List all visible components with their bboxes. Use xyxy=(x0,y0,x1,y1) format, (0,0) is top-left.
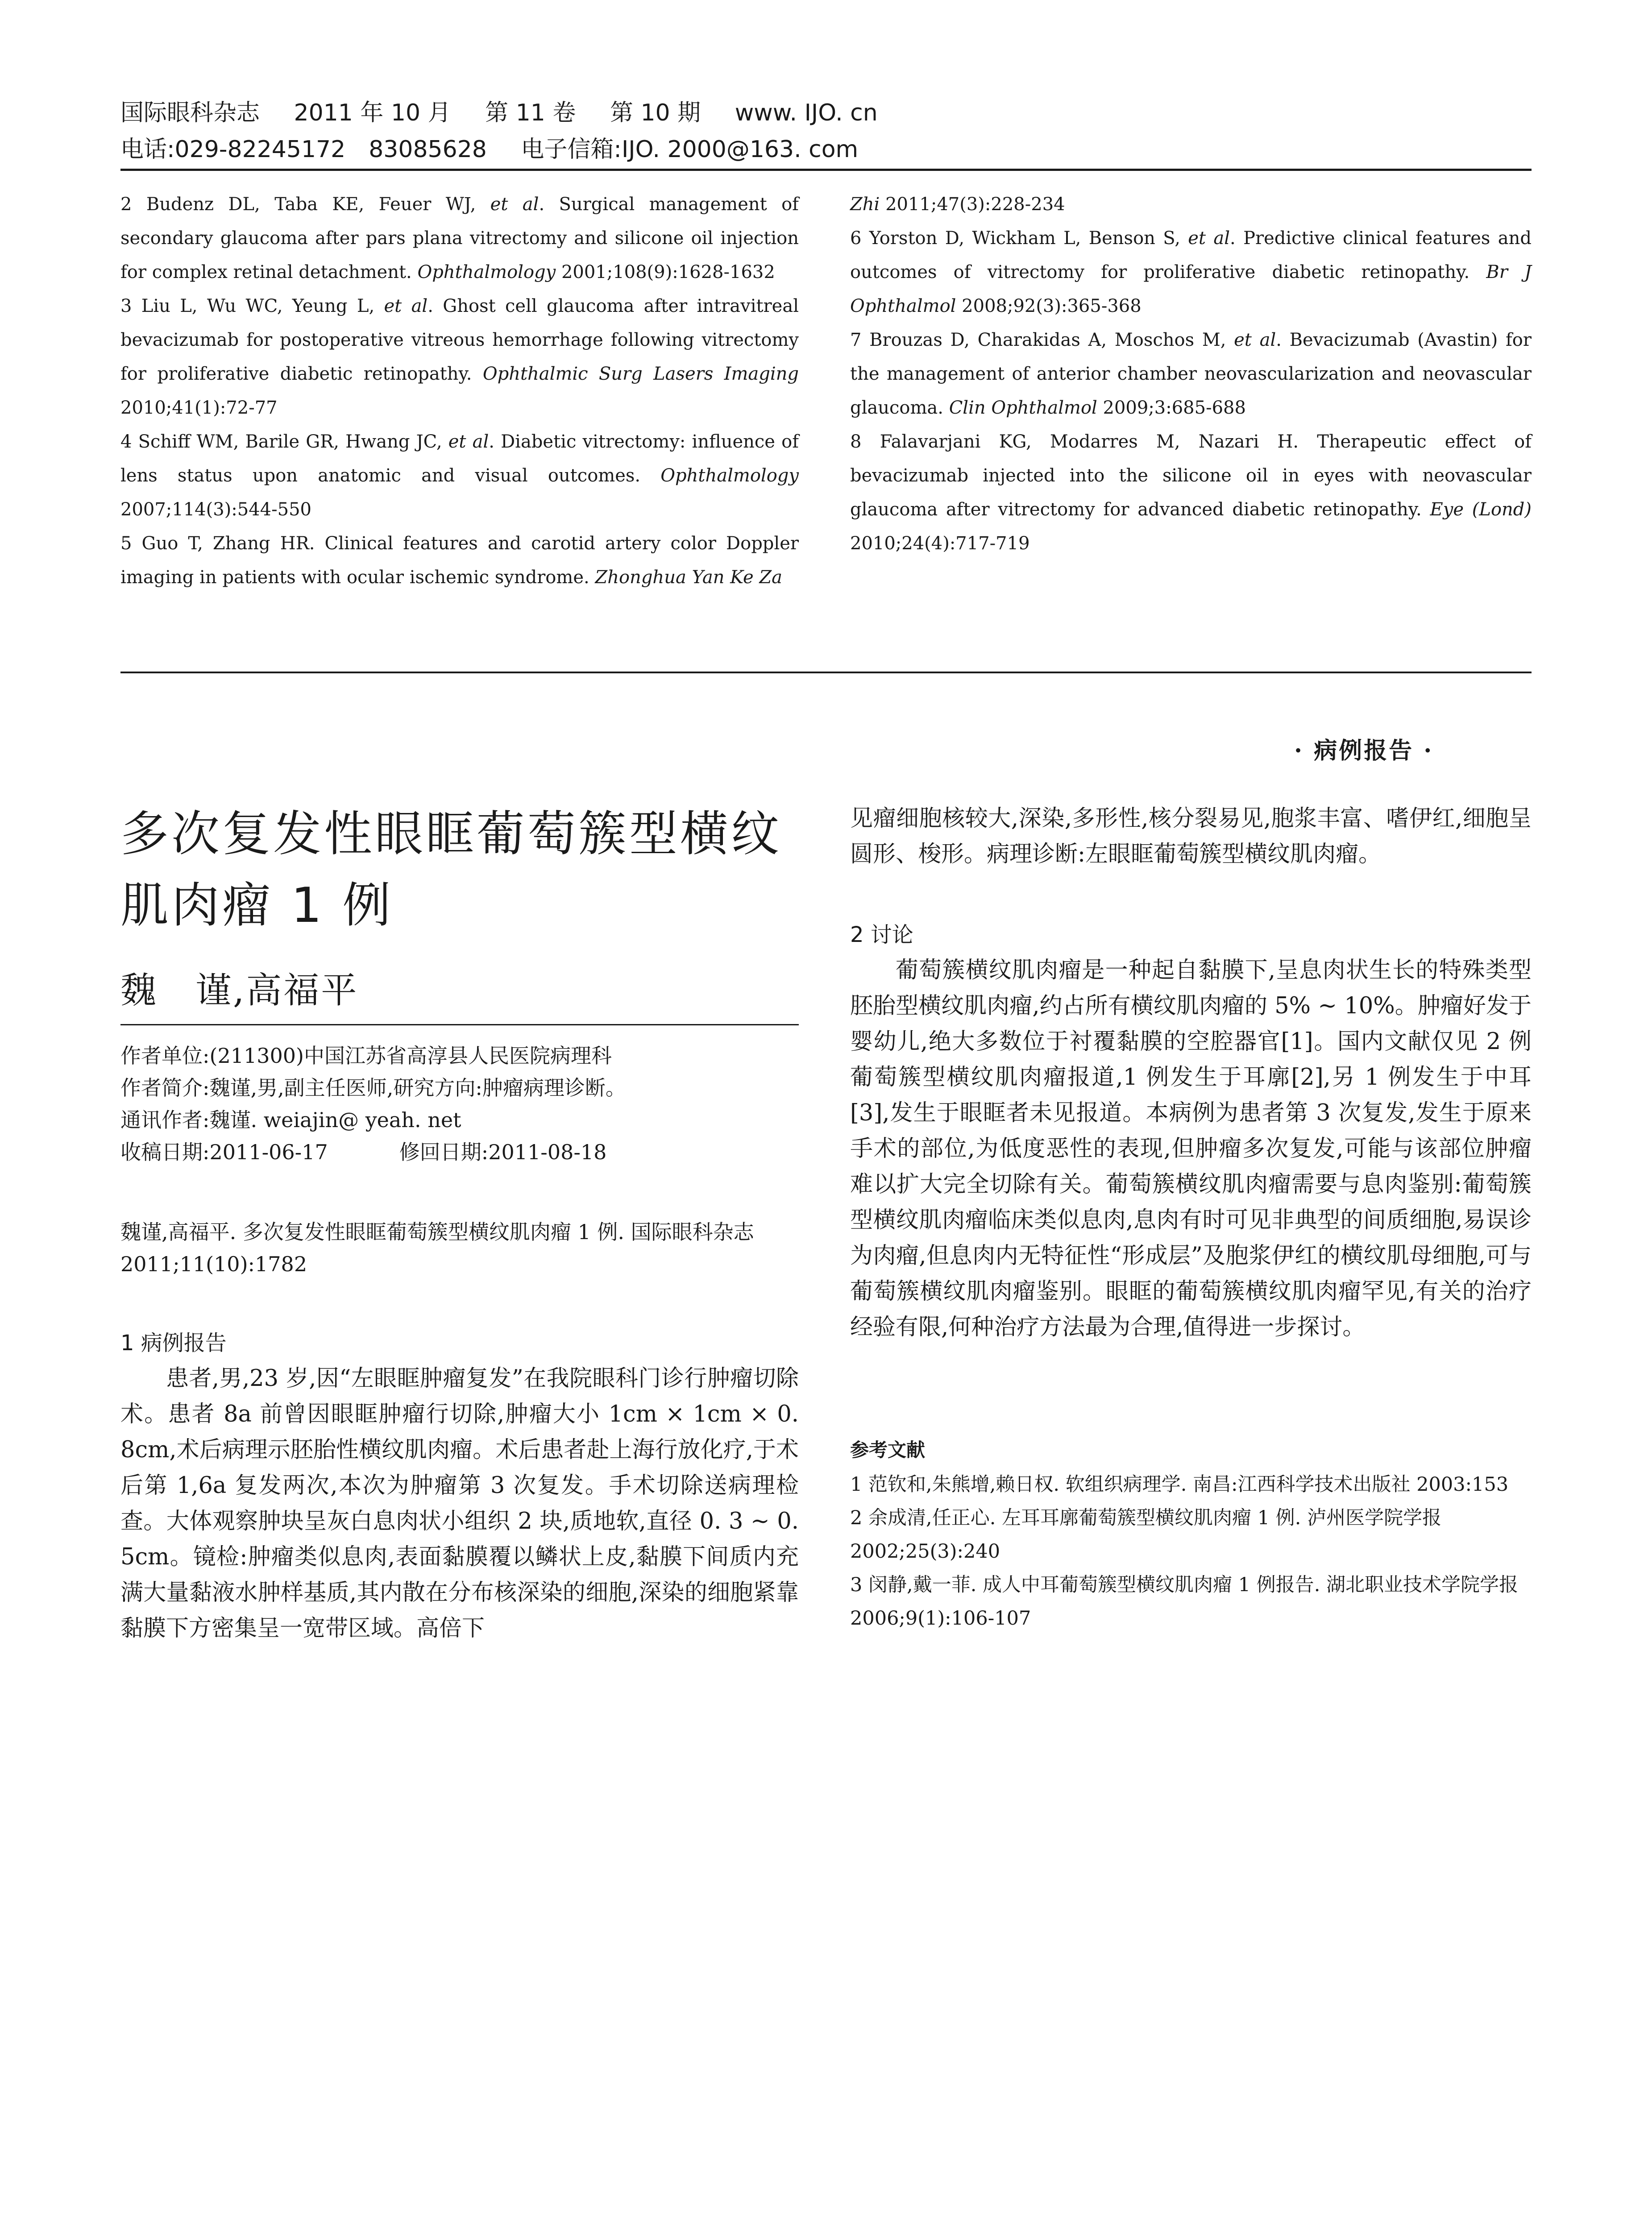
section-divider xyxy=(120,672,1532,673)
title-line-1: 多次复发性眼眶葡萄簇型横纹 xyxy=(120,806,782,862)
affiliation: 作者单位:(211300)中国江苏省高淳县人民医院病理科 xyxy=(120,1044,612,1068)
ref-journal: Zhi xyxy=(850,194,880,215)
ref-pre: 2 Budenz DL, Taba KE, Feuer WJ, xyxy=(120,194,490,215)
reference-item: 1 范钦和,朱熊增,赖日权. 软组织病理学. 南昌:江西科学技术出版社 2003:153 xyxy=(850,1473,1509,1496)
volume: 第 11 卷 xyxy=(485,100,576,126)
ref-journal: Ophthalmology xyxy=(660,465,799,486)
running-header xyxy=(120,97,905,129)
ref-mid: . Predictive clinical features and outcomes of vitrectomy for proliferative diabetic retinopathy. xyxy=(850,228,1532,282)
case-report-continuation xyxy=(850,801,1532,872)
received-date: 收稿日期:2011-06-17 xyxy=(120,1140,328,1164)
prev-reference-item xyxy=(850,323,1532,425)
email: 电子信箱:IJO. 2000@163. com xyxy=(521,136,859,163)
ref-mid: . Diabetic vitrectomy: influence of lens status upon anatomic and visual outcomes. xyxy=(120,431,799,486)
ref-post: 2001;108(9):1628-1632 xyxy=(556,262,775,282)
ref-mid: . Ghost cell glaucoma after intravitreal bevacizumab for postoperative vitreous hemorrhage following vitrectomy for proliferative diabetic retinopathy. xyxy=(120,296,799,384)
case-report-paragraph: 患者,男,23 岁,因“左眼眶肿瘤复发”在我院眼科门诊行肿瘤切除术。患者 8a 前曾因眼眶肿瘤行切除,肿瘤大小 1cm × 1cm × 0. 8cm,术后病理示胚胎性横纹肌肉瘤。术后患者赴上海行放化疗,于术后第 1,6a 复发两次,本次为肿瘤第 3 次复发。手术切除送病理检查。大体观察肿块呈灰白息肉状小组织 2 块,质地软,直径 0. 3 ~ 0. 5cm。镜检:肿瘤类似息肉,表面黏膜覆以鳞状上皮,黏膜下间质内充满大量黏液水肿样基质,其内散在分布核深染的细胞,深染的细胞紧靠黏膜下方密集呈一宽带区域。高倍下 xyxy=(120,1365,799,1642)
ref-post: 2010;41(1):72-77 xyxy=(120,398,278,418)
dates xyxy=(120,1136,626,1168)
ref-journal: Clin Ophthalmol xyxy=(949,398,1097,418)
author-bio: 作者简介:魏谨,男,副主任医师,研究方向:肿瘤病理诊断。 xyxy=(120,1076,626,1100)
ref-journal: Zhonghua Yan Ke Za xyxy=(595,567,782,588)
ref-post: 2010;24(4):717-719 xyxy=(850,533,1030,554)
contact-line xyxy=(120,134,885,165)
discussion-text xyxy=(850,953,1532,1345)
correspondence: 通讯作者:魏谨. weiajin@ yeah. net xyxy=(120,1108,461,1132)
authors: 魏 谨,高福平 xyxy=(120,970,359,1011)
ref-post: 2008;92(3):365-368 xyxy=(956,296,1141,316)
ref-pre: 8 Falavarjani KG, Modarres M, Nazari H. Therapeutic effect of bevacizumab injected into the silicone oil in eyes with neovascular glaucoma after vitrectomy for advanced diabetic retinopathy. xyxy=(850,431,1532,520)
references-list xyxy=(850,1468,1532,1635)
phone: 电话:029-82245172 83085628 xyxy=(120,136,487,163)
revised-date: 修回日期:2011-08-18 xyxy=(399,1140,607,1164)
prev-references-right xyxy=(850,187,1532,560)
ref-mid: . Bevacizumab (Avastin) for the management of anterior chamber neovascularization and neovascular glaucoma. xyxy=(850,330,1532,418)
reference-item: 2 余成清,任正心. 左耳耳廓葡萄簇型横纹肌肉瘤 1 例. 泸州医学院学报 2002;25(3):240 xyxy=(850,1507,1442,1563)
prev-references-left xyxy=(120,187,799,594)
prev-reference-item xyxy=(120,527,799,594)
prev-reference-item xyxy=(120,187,799,289)
ref-journal: Br J Ophthalmol xyxy=(850,262,1532,316)
ref-post: 2009;3:685-688 xyxy=(1097,398,1246,418)
ref-pre: 5 Guo T, Zhang HR. Clinical features and carotid artery color Doppler imaging in patients with ocular ischemic syndrome. xyxy=(120,533,799,588)
article-info xyxy=(120,1040,626,1168)
author-rule xyxy=(120,1024,799,1025)
continuation-paragraph: 见瘤细胞核较大,深染,多形性,核分裂易见,胞浆丰富、嗜伊红,细胞呈圆形、梭形。病理诊断:左眼眶葡萄簇型横纹肌肉瘤。 xyxy=(850,805,1532,867)
discussion-heading: 2 讨论 xyxy=(850,922,913,947)
ref-mid: . Surgical management of secondary glaucoma after pars plana vitrectomy and silicone oil injection for complex retinal detachment. xyxy=(120,194,799,282)
case-report-heading: 1 病例报告 xyxy=(120,1331,227,1356)
ref-etal: et al xyxy=(448,431,489,452)
journal-website: www. IJO. cn xyxy=(735,100,878,126)
ref-post: 2007;114(3):544-550 xyxy=(120,499,311,520)
article-title xyxy=(120,799,817,941)
ref-etal: et al xyxy=(1234,330,1276,350)
ref-post: 2011;47(3):228-234 xyxy=(880,194,1065,215)
prev-reference-item xyxy=(120,425,799,527)
ref-journal: Ophthalmic Surg Lasers Imaging xyxy=(482,364,799,384)
issue-number: 第 10 期 xyxy=(610,100,701,126)
ref-journal: Ophthalmology xyxy=(417,262,556,282)
prev-reference-item xyxy=(850,187,1532,221)
prev-reference-item xyxy=(850,425,1532,560)
ref-etal: et al xyxy=(1188,228,1230,249)
ref-pre: 7 Brouzas D, Charakidas A, Moschos M, xyxy=(850,330,1234,350)
prev-reference-item xyxy=(120,289,799,425)
title-line-2: 肌肉瘤 1 例 xyxy=(120,878,394,933)
ref-pre: 4 Schiff WM, Barile GR, Hwang JC, xyxy=(120,431,448,452)
discussion-paragraph: 葡萄簇横纹肌肉瘤是一种起自黏膜下,呈息肉状生长的特殊类型胚胎型横纹肌肉瘤,约占所有横纹肌肉瘤的 5% ~ 10%。肿瘤好发于婴幼儿,绝大多数位于衬覆黏膜的空腔器官[1]。国内文献仅见 2 例葡萄簇型横纹肌肉瘤报道,1 例发生于耳廓[2],另 1 例发生于中耳[3],发生于眼眶者未见报道。本病例为患者第 3 次复发,发生于原来手术的部位,为低度恶性的表现,但肿瘤多次复发,可能与该部位肿瘤难以扩大完全切除有关。葡萄簇横纹肌肉瘤需要与息肉鉴别:葡萄簇型横纹肌肉瘤临床类似息肉,息肉有时可见非典型的间质细胞,易误诊为肉瘤,但息肉内无特征性“形成层”及胞浆伊红的横纹肌母细胞,可与葡萄簇横纹肌肉瘤鉴别。眼眶的葡萄簇横纹肌肉瘤罕见,有关的治疗经验有限,何种治疗方法最为合理,值得进一步探讨。 xyxy=(850,957,1532,1340)
prev-reference-item xyxy=(850,221,1532,323)
citation: 魏谨,高福平. 多次复发性眼眶葡萄簇型横纹肌肉瘤 1 例. 国际眼科杂志 2011;11(10):1782 xyxy=(120,1220,754,1276)
section-tag: · 病例报告 · xyxy=(1294,737,1434,764)
references-heading: 参考文献 xyxy=(850,1439,926,1461)
case-report-text xyxy=(120,1361,799,1646)
ref-etal: et al xyxy=(490,194,539,215)
ref-etal: et al xyxy=(384,296,428,316)
reference-item: 3 闵静,戴一菲. 成人中耳葡萄簇型横纹肌肉瘤 1 例报告. 湖北职业技术学院学报 2006;9(1):106-107 xyxy=(850,1574,1519,1630)
ref-pre: 3 Liu L, Wu WC, Yeung L, xyxy=(120,296,384,316)
issue-date: 2011 年 10 月 xyxy=(294,100,451,126)
ref-pre: 6 Yorston D, Wickham L, Benson S, xyxy=(850,228,1188,249)
ref-journal: Eye (Lond) xyxy=(1430,499,1532,520)
header-rule xyxy=(120,169,1532,171)
journal-name: 国际眼科杂志 xyxy=(120,100,260,126)
